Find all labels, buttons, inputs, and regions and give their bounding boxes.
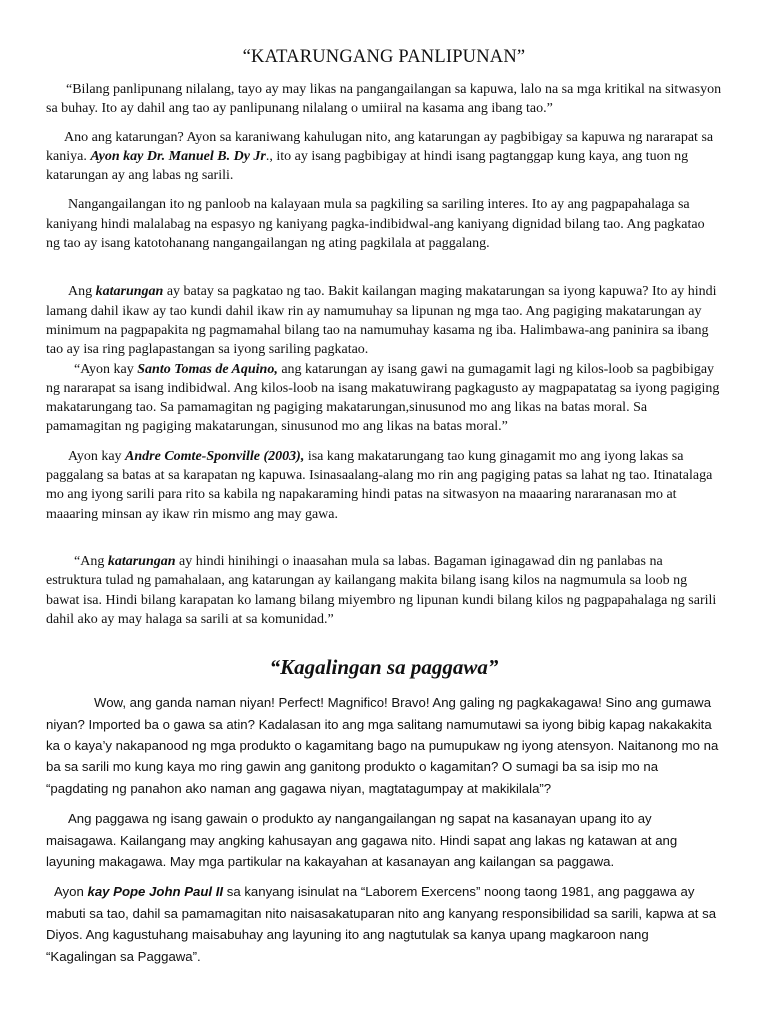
text-run: Ang [68, 284, 96, 300]
text-run: “Ang [74, 553, 108, 569]
document-title: “KATARUNGANG PANLIPUNAN” [242, 47, 526, 67]
section-title: “Kagalingan sa paggawa” [269, 655, 499, 680]
author-reference: kay Pope John Paul II [87, 884, 224, 900]
paragraph-pagkatao [46, 282, 722, 359]
text-run: Ayon [54, 884, 88, 900]
emphasis-term: katarungan [107, 553, 176, 569]
text-run: isa kang makatarungang tao kung ginagamit mo ang iyong lakas sa paggalang sa batas at sa karapatan ng kapuwa. Isinasaalang-alang mo rin ang pagiging patas sa lahat ng tao. Itinatalaga mo ang iyong sarili para rito sa kabila ng napakaraming hindi patas na sitwasyon na maaaring nararanasan mo at maaaring minsan ay ikaw rin mismo ang may gawa. [46, 448, 713, 522]
paragraph-pope-john-paul [46, 881, 722, 967]
text-run: Ano ang katarungan? Ayon sa karaniwang kahulugan nito, ang katarungan ay pagbibigay sa kapuwa ng nararapat sa kaniya. [46, 129, 714, 164]
intro-quote: “Bilang panlipunang nilalang, tayo ay may likas na pangangailangan sa kapuwa, lalo na sa mga kritikal na sitwasyon sa buhay. Ito ay dahil ang tao ay panlipunang nilalang o umiiral na kasama ang ibang tao.” [46, 82, 722, 117]
emphasis-term: katarungan [95, 284, 164, 300]
paragraph-wow: Wow, ang ganda naman niyan! Perfect! Magnifico! Bravo! Ang galing ng pagkakagawa! Sino ang gumawa niyan? Imported ba o gawa sa atin? Kadalasan ito ang mga salitang namumutawi sa iyong bibig kapag nakakakita ka o kaya’y nakapanood ng mga produkto o kagamitang bago na pumupukaw ng iyong atensyon. Naitanong mo na ba sa sarili mo kung kaya mo ring gawin ang ganitong produkto o kagamitan? O sumagi ba sa isip mo na “pagdating ng panahon ako naman ang gagawa niyan, magtatagumpay at makikilala”? [46, 695, 719, 796]
text-run: “Ayon kay [74, 361, 138, 377]
text-run: ., ito ay isang pagbibigay at hindi isang pagtanggap kung kaya, ang tuon ng katarungan ay ang labas ng sarili. [46, 148, 689, 184]
paragraph-panloob-na-kalayaan: Nangangailangan ito ng panloob na kalayaan mula sa pagkiling sa sariling interes. Ito ay ang pagpapahalaga sa kaniyang hindi malalabag na espasyo ng kaniyang pagka-indibidwal-ang kaniyang dignidad bilang tao. Ang pagkatao ng tao ay isang katotohanang nangangailangan ng ating pagkilala at paggalang. [46, 197, 705, 252]
paragraph-comte-sponville [46, 447, 722, 524]
author-reference: Santo Tomas de Aquino, [137, 361, 278, 377]
author-reference: Andre Comte-Sponville (2003), [125, 448, 305, 464]
paragraph-santo-tomas [46, 360, 722, 437]
paragraph-katarungan-loob [46, 552, 722, 629]
text-run: ay batay sa pagkatao ng tao. Bakit kailangan maging makatarungan sa iyong kapuwa? Ito ay hindi lamang dahil ikaw ay tao kundi dahil ikaw rin ay namumuhay sa lipunan ng mga tao. Ang pagiging makatarungan ay minimum na pagpapakita ng pagmamahal bilang tao na namumuhay kasama ng iba. Halimbawa-ang paninira sa ibang tao ay isa ring paglapastangan sa iyong sariling pagkatao. [46, 284, 717, 358]
text-run: ay hindi hinihingi o inaasahan mula sa labas. Bagaman iginagawad din ng panlabas na estruktura tulad ng pamahalaan, ang katarungan ay kailangang makita bilang isang kilos na nagmumula sa loob ng bawat isa. Hindi bilang karapatan ko lamang bilang miyembro ng lipunan kundi bilang kilos ng pagpapahalaga ng sarili dahil ako ay may halaga sa sarili at sa komunidad.” [46, 553, 717, 627]
text-run: Ayon kay [68, 448, 126, 464]
paragraph-paggawa: Ang paggawa ng isang gawain o produkto ay nangangailangan ng sapat na kasanayan upang ito ay maisagawa. Kailangang may angking kahusayan ang gagawa nito. Hindi sapat ang lakas ng katawan at ang layuning makagawa. May mga partikular na kakayahan at kasanayan ang kailangan sa paggawa. [46, 811, 678, 869]
author-reference: Ayon kay Dr. Manuel B. Dy Jr [90, 148, 266, 164]
text-run: sa kanyang isinulat na “Laborem Exercens” noong taong 1981, ang paggawa ay mabuti sa tao, dahil sa pamamagitan nito naisasakatuparan nito ang kanyang responsibilidad sa sarili, kapwa at sa Diyos. Ang kagustuhang maisabuhay ang layuning ito ang nagtutulak sa kanya upang magkaroon nang “Kagalingan sa Paggawa”. [46, 884, 717, 964]
paragraph-katarungan-definition [46, 128, 722, 186]
text-run: ang katarungan ay isang gawi na gumagamit lagi ng kilos-loob sa pagbibigay ng nararapat sa isang indibidwal. Ang kilos-loob na isang makatuwirang pagkagusto ay magpapatatag sa iyong pagiging makatarungang tao. Sa pamamagitan ng pagiging makatarungan,sinusunod mo ang likas na batas moral. Sa pamamagitan ng pagiging makatarungan, sinusunod mo ang likas na batas moral.” [46, 361, 720, 435]
